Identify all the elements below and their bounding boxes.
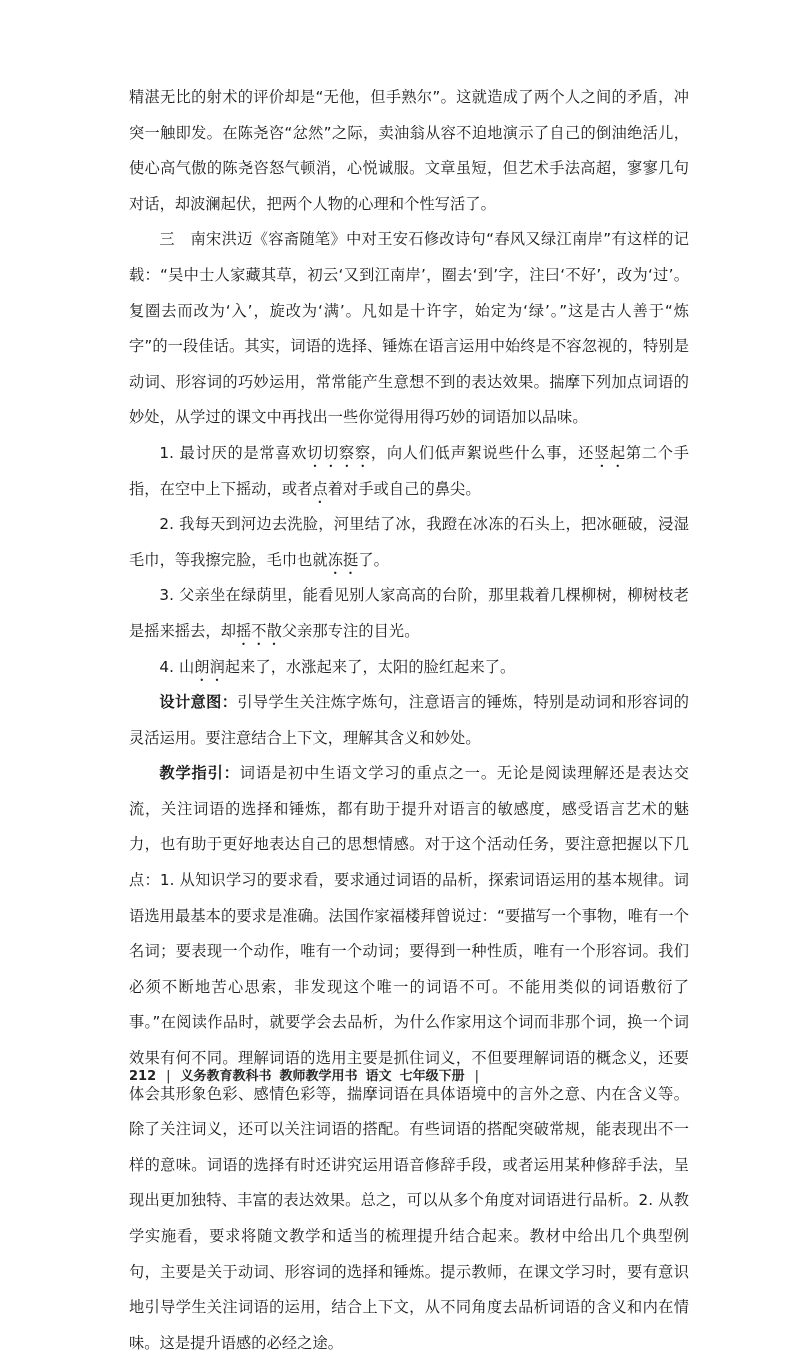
footer-grade: 七年级下册 — [399, 1069, 465, 1084]
example-sentence-1: 1. 最讨厌的是常喜欢切切察察，向人们低声絮说些什么事，还竖起第二个手指，在空中上下摇动，或者点着对手或自己的鼻尖。 — [129, 443, 690, 498]
page-footer — [129, 1068, 489, 1086]
design-intent-label: 设计意图： — [159, 693, 238, 712]
design-intent: 设计意图：引导学生关注炼字炼句，注意语言的锤炼，特别是动词和形容词的灵活运用。要注意结合上下文，理解其含义和妙处。 — [129, 693, 690, 747]
footer-subject: 语文 — [365, 1069, 392, 1084]
paragraph-continuation: 精湛无比的射术的评价却是“无他，但手熟尔”。这就造成了两个人之间的矛盾，冲突一触即发。在陈尧咨“忿然”之际，卖油翁从容不迫地演示了自己的倒油绝活儿，使心高气傲的陈尧咨怒气顿消，心悦诚服。文章虽短，但艺术手法高超，寥寥几句对话，却波澜起伏，把两个人物的心理和个性写活了。 — [129, 88, 689, 213]
emphasized-word: 切切察察 — [307, 443, 371, 462]
page-number: 212 — [129, 1069, 157, 1084]
emphasized-word: 冻挺 — [327, 550, 359, 569]
emphasized-word: 摇不散 — [236, 621, 282, 640]
footer-divider: | — [166, 1069, 171, 1084]
teaching-guide-label: 教学指引： — [159, 764, 240, 783]
emphasized-word: 朗润 — [194, 657, 225, 676]
footer-usage: 教师教学用书 — [279, 1069, 358, 1084]
footer-divider-end: | — [474, 1069, 479, 1084]
example-sentence-4: 4. 山朗润起来了，水涨起来了，太阳的脸红起来了。 — [159, 657, 516, 676]
example-sentence-3: 3. 父亲坐在绿荫里，能看见别人家高高的台阶，那里栽着几棵柳树，柳树枝老是摇来摇去，却摇不散父亲那专注的目光。 — [129, 586, 689, 640]
emphasized-word: 点 — [312, 479, 328, 498]
page-body — [129, 80, 689, 1361]
paragraph-task-three: 三 南宋洪迈《容斋随笔》中对王安石修改诗句“春风又绿江南岸”有这样的记载：“吴中士人家藏其草，初云‘又到江南岸’，圈去‘到’字，注曰‘不好’，改为‘过’。复圈去而改为‘入’，旋改为‘满’。凡如是十许字，始定为‘绿’。”这是古人善于“炼字”的一段佳话。其实，词语的选择、锤炼在语言运用中始终是不容忽视的，特别是动词、形容词的巧妙运用，常常能产生意想不到的表达效果。揣摩下列加点词语的妙处，从学过的课文中再找出一些你觉得用得巧妙的词语加以品味。 — [129, 230, 689, 427]
example-sentence-2: 2. 我每天到河边去洗脸，河里结了冰，我蹬在冰冻的石头上，把冰砸破，浸湿毛巾，等我擦完脸，毛巾也就冻挺了。 — [129, 515, 689, 569]
emphasized-word: 竖起 — [594, 443, 626, 462]
footer-book-title: 义务教育教科书 — [180, 1069, 272, 1084]
teaching-guide: 教学指引：词语是初中生语文学习的重点之一。无论是阅读理解还是表达交流，关注词语的选择和锤炼，都有助于提升对语言的敏感度，感受语言艺术的魅力，也有助于更好地表达自己的思想情感。对于这个活动任务，要注意把握以下几点：1. 从知识学习的要求看，要求通过词语的品析，探索词语运用的基本规律。词语选用最基本的要求是准确。法国作家福楼拜曾说过：“要描写一个事物，唯有一个名词；要表现一个动作，唯有一个动词；要得到一种性质，唯有一个形容词。我们必须不断地苦心思索，非发现这个唯一的词语不可。不能用类似的词语敷衍了事。”在阅读作品时，就要学会去品析，为什么作家用这个词而非那个词，换一个词效果有何不同。理解词语的选用主要是抓住词义，不但要理解词语的概念义，还要体会其形象色彩、感情色彩等，揣摩词语在具体语境中的言外之意、内在含义等。除了关注词义，还可以关注词语的搭配。有些词语的搭配突破常规，能表现出不一样的意味。词语的选择有时还讲究运用语音修辞手段，或者运用某种修辞手法，呈现出更加独特、丰富的表达效果。总之，可以从多个角度对词语进行品析。2. 从教学实施看，要求将随文教学和适当的梳理提升结合起来。教材中给出几个典型例句，主要是关于动词、形容词的选择和锤炼。提示教师，在课文学习时，要有意识地引导学生关注词语的运用，结合上下文，从不同角度去品析词语的含义和内在情味。这是提升语感的必经之途。 — [129, 764, 690, 1352]
